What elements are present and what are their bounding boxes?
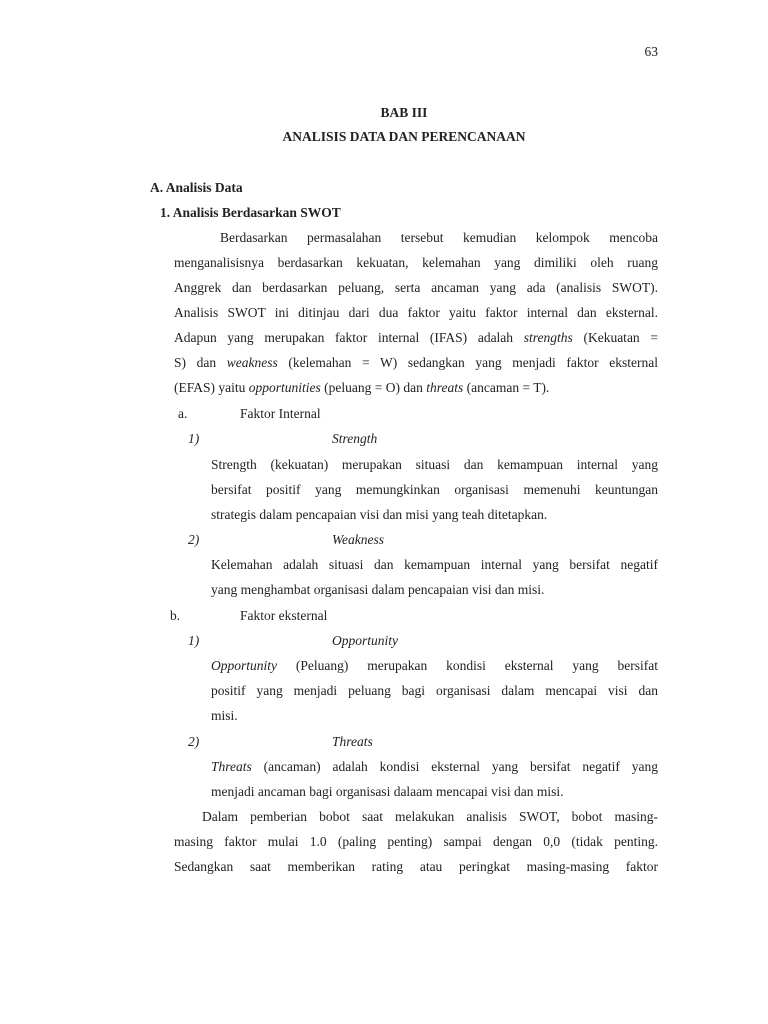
subsection-heading-1: 1. Analisis Berdasarkan SWOT xyxy=(160,205,341,220)
text-run: (ancaman) adalah kondisi eksternal yang bersifat negatif yang xyxy=(251,759,658,774)
italic-term: threats xyxy=(426,380,464,395)
sublist-number: 2) xyxy=(188,532,200,547)
paragraph-line: Dalam pemberian bobot saat melakukan analisis SWOT, bobot masing- xyxy=(202,809,658,824)
italic-term: Opportunity xyxy=(211,658,277,673)
paragraph-line: masing faktor mulai 1.0 (paling penting) sampai dengan 0,0 (tidak penting. xyxy=(174,834,658,849)
text-run: (kelemahan = W) sedangkan yang menjadi faktor eksternal xyxy=(277,355,658,370)
text-run: S) dan xyxy=(174,355,227,370)
paragraph-line: bersifat positif yang memungkinkan organisasi memenuhi keuntungan xyxy=(211,482,658,497)
section-heading-a: A. Analisis Data xyxy=(150,180,243,195)
paragraph-line xyxy=(174,355,658,371)
list-title-a: Faktor Internal xyxy=(240,406,321,421)
italic-term: Threats xyxy=(211,759,252,774)
page-number: 63 xyxy=(644,44,658,59)
text-run: (Kekuatan = xyxy=(572,330,658,345)
sublist-title-strength: Strength xyxy=(332,431,378,446)
sublist-title-weakness: Weakness xyxy=(332,532,384,547)
italic-term: opportunities xyxy=(248,380,321,395)
paragraph-line: misi. xyxy=(211,708,238,723)
sublist-number: 2) xyxy=(188,734,200,749)
text-run: (ancaman = T). xyxy=(463,380,550,395)
paragraph-line xyxy=(211,658,658,674)
sublist-number: 1) xyxy=(188,633,200,648)
sublist-title-opportunity: Opportunity xyxy=(332,633,398,648)
italic-term: weakness xyxy=(226,355,278,370)
chapter-label: BAB III xyxy=(380,105,428,120)
paragraph-line: Anggrek dan berdasarkan peluang, serta ancaman yang ada (analisis SWOT). xyxy=(174,280,658,295)
paragraph-line: Strength (kekuatan) merupakan situasi dan kemampuan internal yang xyxy=(211,457,658,472)
paragraph-line xyxy=(211,759,658,775)
list-label-b: b. xyxy=(170,608,181,623)
sublist-number: 1) xyxy=(188,431,200,446)
text-run: (Peluang) merupakan kondisi eksternal yang bersifat xyxy=(277,658,658,673)
paragraph-line: positif yang menjadi peluang bagi organisasi dalam mencapai visi dan xyxy=(211,683,658,698)
paragraph-line: yang menghambat organisasi dalam pencapaian visi dan misi. xyxy=(211,582,545,597)
paragraph-line: menganalisisnya berdasarkan kekuatan, kelemahan yang dimiliki oleh ruang xyxy=(174,255,658,270)
paragraph-line xyxy=(174,380,549,396)
chapter-title: ANALISIS DATA DAN PERENCANAAN xyxy=(282,129,526,144)
paragraph-line xyxy=(174,330,658,346)
paragraph-line: Berdasarkan permasalahan tersebut kemudian kelompok mencoba xyxy=(220,230,658,245)
list-label-a: a. xyxy=(178,406,188,421)
list-title-b: Faktor eksternal xyxy=(240,608,328,623)
text-run: (EFAS) yaitu xyxy=(174,380,249,395)
paragraph-line: Kelemahan adalah situasi dan kemampuan internal yang bersifat negatif xyxy=(211,557,658,572)
paragraph-line: Sedangkan saat memberikan rating atau peringkat masing-masing faktor xyxy=(174,859,658,874)
paragraph-line: strategis dalam pencapaian visi dan misi yang teah ditetapkan. xyxy=(211,507,548,522)
text-run: Adapun yang merupakan faktor internal (IFAS) adalah xyxy=(174,330,524,345)
paragraph-line: Analisis SWOT ini ditinjau dari dua faktor yaitu faktor internal dan eksternal. xyxy=(174,305,658,320)
sublist-title-threats: Threats xyxy=(332,734,373,749)
paragraph-line: menjadi ancaman bagi organisasi dalaam mencapai visi dan misi. xyxy=(211,784,564,799)
italic-term: strengths xyxy=(523,330,573,345)
text-run: (peluang = O) dan xyxy=(320,380,427,395)
